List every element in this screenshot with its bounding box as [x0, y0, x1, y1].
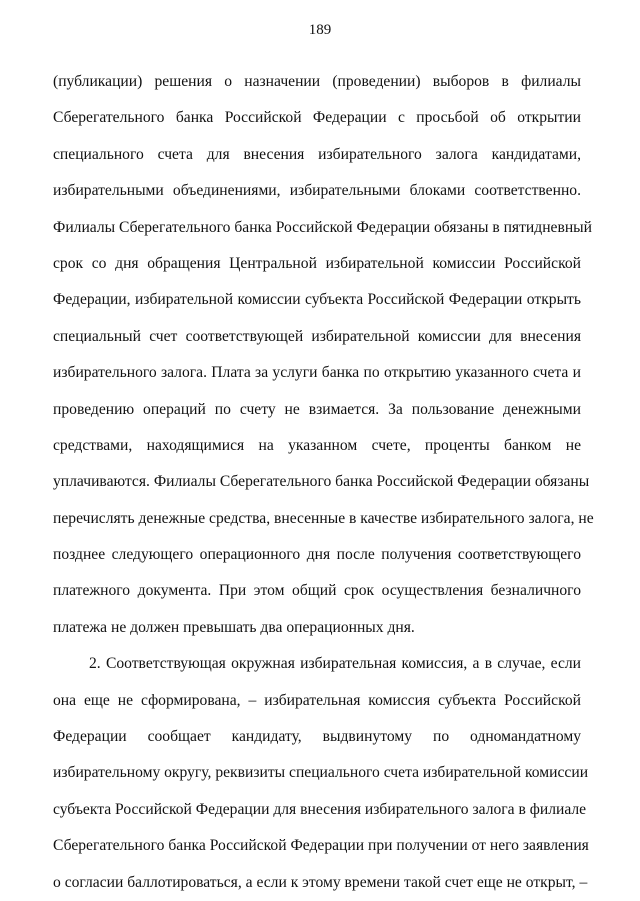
text-line: (публикации) решения о назначении (проведении) выборов в филиалы — [53, 73, 581, 90]
document-text — [53, 64, 594, 901]
text-line: избирательного залога. Плата за услуги банка по открытию указанного счета и — [53, 364, 581, 382]
text-line: Сберегательного банка Российской Федерации при получении от него заявления — [53, 837, 589, 855]
text-line: проведению операций по счету не взимается. За пользование денежными — [53, 400, 581, 418]
text-line: Федерации, избирательной комиссии субъекта Российской Федерации открыть — [53, 291, 581, 309]
text-line: избирательному округу, реквизиты специального счета избирательной комиссии — [53, 764, 589, 782]
text-line: Сберегательного банка Российской Федерации с просьбой об открытии — [53, 109, 581, 127]
text-line: уплачиваются. Филиалы Сберегательного банка Российской Федерации обязаны — [53, 473, 590, 491]
text-line: субъекта Российской Федерации для внесения избирательного залога в филиале — [53, 800, 587, 818]
text-line: Филиалы Сберегательного банка Российской Федерации обязаны в пятидневный — [53, 218, 592, 236]
text-line: перечислять денежные средства, внесенные в качестве избирательного залога, не — [53, 509, 594, 527]
text-line: избирательными объединениями, избирательными блоками соответственно. — [53, 182, 581, 200]
text-line: о согласии баллотироваться, а если к этому времени такой счет еще не открыт, – — [53, 873, 588, 891]
text-line: специального счета для внесения избирательного залога кандидатами, — [53, 145, 581, 163]
text-line: специальный счет соответствующей избирательной комиссии для внесения — [53, 327, 581, 345]
text-line: платежного документа. При этом общий срок осуществления безналичного — [53, 582, 581, 600]
text-line: она еще не сформирована, – избирательная комиссия субъекта Российской — [53, 691, 581, 709]
text-line: средствами, находящимися на указанном счете, проценты банком не — [53, 436, 581, 454]
text-line: срок со дня обращения Центральной избирательной комиссии Российской — [53, 254, 581, 272]
page-number: 189 — [308, 22, 332, 38]
text-line: платежа не должен превышать два операционных дня. — [53, 618, 415, 636]
text-line: Федерации сообщает кандидату, выдвинутому по одномандатному — [53, 728, 581, 746]
text-line: 2. Соответствующая окружная избирательная комиссия, а в случае, если — [89, 655, 581, 673]
text-line: позднее следующего операционного дня после получения соответствующего — [53, 546, 581, 564]
